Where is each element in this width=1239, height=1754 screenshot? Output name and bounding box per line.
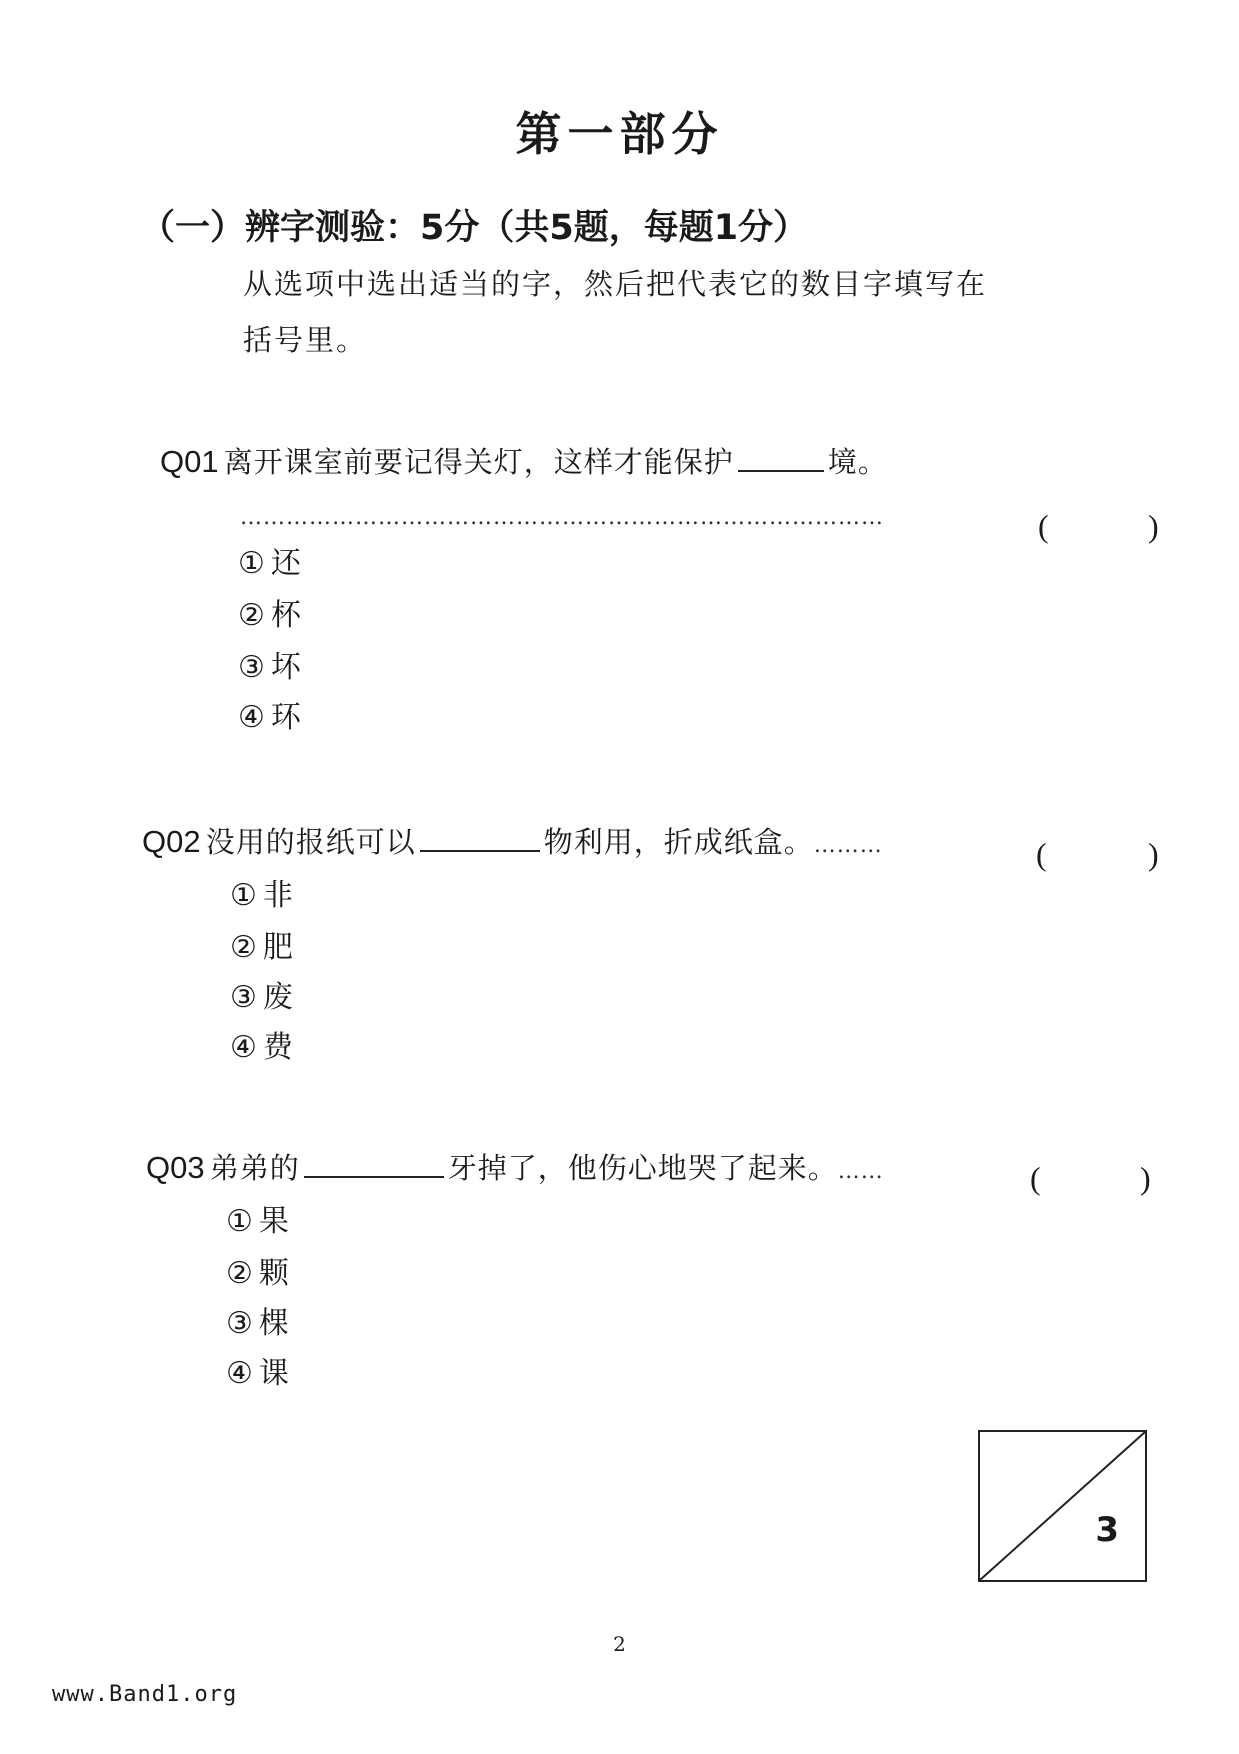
question-label: Q03 (146, 1150, 205, 1185)
option-char: 环 (270, 700, 301, 735)
option-char: 坏 (270, 650, 301, 685)
page-number: 2 (613, 1632, 626, 1656)
option-char: 肥 (262, 930, 293, 965)
option-4 (238, 692, 301, 736)
option-number: ④ (238, 700, 265, 735)
question-text-before: 弟弟的 (209, 1151, 300, 1185)
option-4 (226, 1348, 289, 1392)
option-number: ③ (230, 980, 257, 1015)
option-char: 废 (262, 980, 293, 1015)
option-number: ① (226, 1204, 253, 1239)
instructions-line-2: 括号里。 (243, 323, 368, 357)
question-q01 (160, 440, 888, 481)
option-3 (226, 1298, 289, 1342)
option-char: 颗 (258, 1256, 289, 1291)
option-number: ④ (226, 1356, 253, 1391)
option-number: ④ (230, 1030, 257, 1065)
question-text-before: 离开课室前要记得关灯，这样才能保护 (223, 445, 734, 479)
option-3 (238, 642, 301, 686)
answer-paren-close: ) (1148, 836, 1159, 872)
question-q03 (146, 1146, 884, 1187)
option-3 (230, 972, 293, 1016)
score-box-diagonal (980, 1432, 1145, 1580)
watermark: www.Band1.org (52, 1682, 238, 1707)
option-number: ② (226, 1256, 253, 1291)
dotted-leader: ……… (813, 833, 883, 858)
option-4 (230, 1022, 293, 1066)
option-char: 棵 (258, 1306, 289, 1341)
option-number: ③ (238, 650, 265, 685)
page-title: 第一部分 (515, 107, 724, 161)
answer-paren-close: ) (1148, 508, 1159, 544)
option-number: ① (230, 878, 257, 913)
answer-blank (420, 822, 540, 852)
option-2 (238, 590, 301, 634)
dotted-leader: …… (837, 1159, 884, 1184)
question-label: Q02 (142, 824, 201, 859)
option-char: 还 (270, 546, 301, 581)
question-text-after: 物利用，折成纸盒。 (543, 825, 814, 859)
answer-blank (738, 442, 824, 472)
answer-box[interactable] (1066, 840, 1141, 874)
answer-box[interactable] (1068, 512, 1143, 546)
answer-paren-open: ( (1030, 1160, 1041, 1196)
option-char: 果 (258, 1204, 289, 1239)
option-number: ② (238, 598, 265, 633)
answer-blank (304, 1148, 444, 1178)
option-number: ② (230, 930, 257, 965)
option-2 (226, 1248, 289, 1292)
question-label: Q01 (160, 444, 219, 479)
option-char: 费 (262, 1030, 293, 1065)
answer-box[interactable] (1060, 1164, 1135, 1198)
question-q02 (142, 820, 883, 861)
section-heading: （一）辨字测验：5分（共5题，每题1分） (140, 208, 809, 248)
dotted-leader: ………………………………………………………………………… (240, 505, 884, 530)
instructions-line-1: 从选项中选出适当的字，然后把代表它的数目字填写在 (243, 267, 988, 301)
option-1 (230, 870, 293, 914)
option-number: ③ (226, 1306, 253, 1341)
question-text-before: 没用的报纸可以 (205, 825, 416, 859)
question-text-after: 牙掉了，他伤心地哭了起来。 (447, 1151, 838, 1185)
option-2 (230, 922, 293, 966)
option-1 (238, 538, 301, 582)
score-value: 3 (1095, 1510, 1119, 1550)
answer-paren-open: ( (1038, 508, 1049, 544)
option-1 (226, 1196, 289, 1240)
option-char: 非 (262, 878, 293, 913)
question-text-after: 境。 (827, 445, 888, 479)
answer-paren-open: ( (1036, 836, 1047, 872)
option-char: 课 (258, 1356, 289, 1391)
answer-paren-close: ) (1140, 1160, 1151, 1196)
score-box (978, 1430, 1147, 1582)
option-number: ① (238, 546, 265, 581)
option-char: 杯 (270, 598, 301, 633)
